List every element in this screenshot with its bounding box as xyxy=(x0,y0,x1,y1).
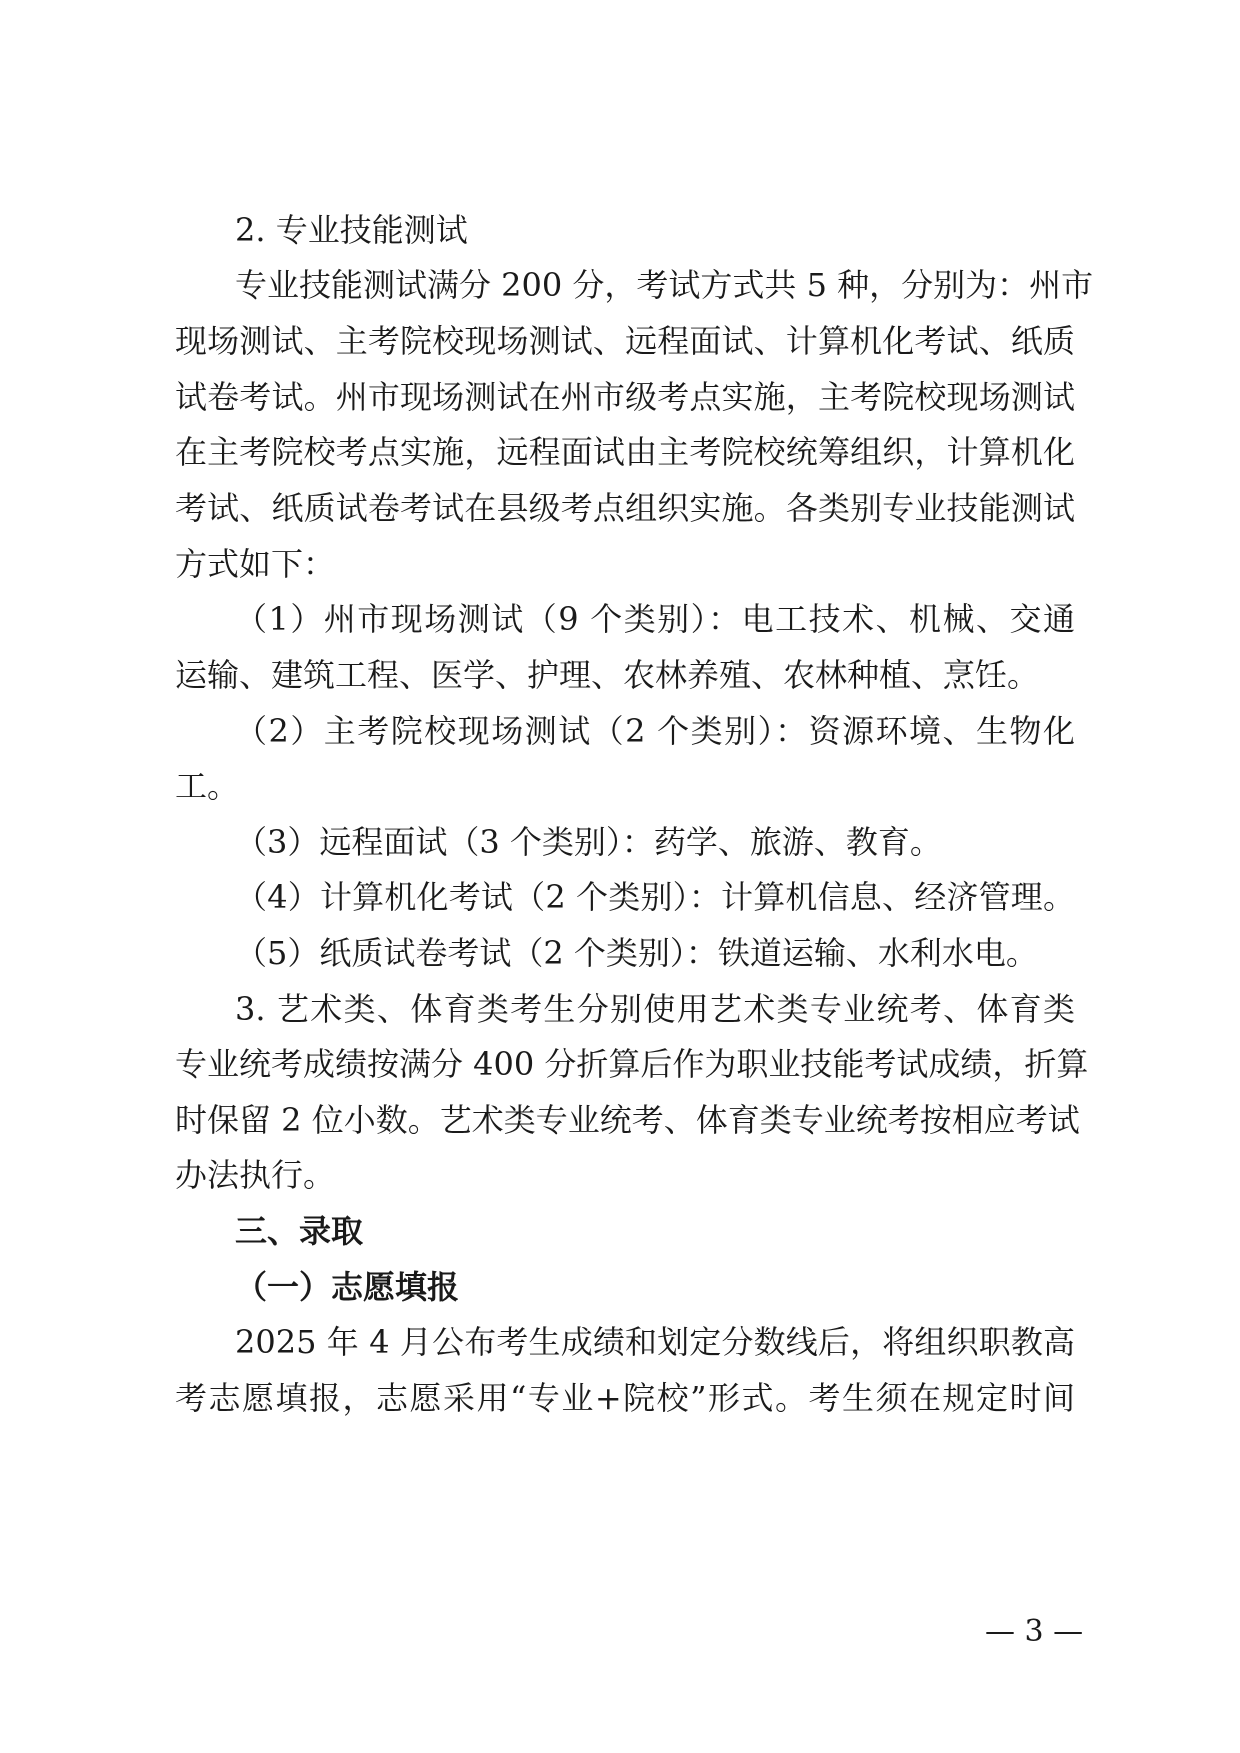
item-3-line: 专业统考成绩按满分 400 分折算后作为职业技能考试成绩，折算 xyxy=(175,1045,1089,1083)
paragraph-line: 考试、纸质试卷考试在县级考点组织实施。各类别专业技能测试 xyxy=(175,489,1075,527)
test-mode-5: （5）纸质试卷考试（2 个类别）：铁道运输、水利水电。 xyxy=(235,934,1038,972)
test-mode-2: （2）主考院校现场测试（2 个类别）：资源环境、生物化 xyxy=(235,712,1075,750)
paragraph-line: 试卷考试。州市现场测试在州市级考点实施，主考院校现场测试 xyxy=(175,378,1075,416)
paragraph-line: 在主考院校考点实施，远程面试由主考院校统筹组织，计算机化 xyxy=(175,433,1075,471)
test-mode-1-cont: 运输、建筑工程、医学、护理、农林养殖、农林种植、烹饪。 xyxy=(175,656,1040,694)
test-mode-2-cont: 工。 xyxy=(175,767,240,805)
test-mode-3: （3）远程面试（3 个类别）：药学、旅游、教育。 xyxy=(235,823,942,861)
subsection-heading: （一）志愿填报 xyxy=(235,1268,460,1306)
paragraph-line: 现场测试、主考院校现场测试、远程面试、计算机化考试、纸质 xyxy=(175,322,1075,360)
item-2-title: 2. 专业技能测试 xyxy=(235,211,468,249)
admission-paragraph-line: 考志愿填报，志愿采用“专业+院校”形式。考生须在规定时间 xyxy=(175,1379,1075,1417)
item-3-line: 办法执行。 xyxy=(175,1156,336,1194)
page-number: — 3 — xyxy=(985,1614,1084,1649)
paragraph-line: 专业技能测试满分 200 分，考试方式共 5 种，分别为：州市 xyxy=(235,266,1094,304)
test-mode-1: （1）州市现场测试（9 个类别）：电工技术、机械、交通 xyxy=(235,600,1075,638)
test-mode-4: （4）计算机化考试（2 个类别）：计算机信息、经济管理。 xyxy=(235,878,1075,916)
paragraph-line: 方式如下： xyxy=(175,545,336,583)
admission-paragraph-line: 2025 年 4 月公布考生成绩和划定分数线后，将组织职教高 xyxy=(235,1323,1075,1361)
item-3-line: 时保留 2 位小数。艺术类专业统考、体育类专业统考按相应考试 xyxy=(175,1101,1080,1139)
section-heading: 三、录取 xyxy=(235,1212,364,1250)
item-3-line: 3. 艺术类、体育类考生分别使用艺术类专业统考、体育类 xyxy=(235,990,1075,1028)
